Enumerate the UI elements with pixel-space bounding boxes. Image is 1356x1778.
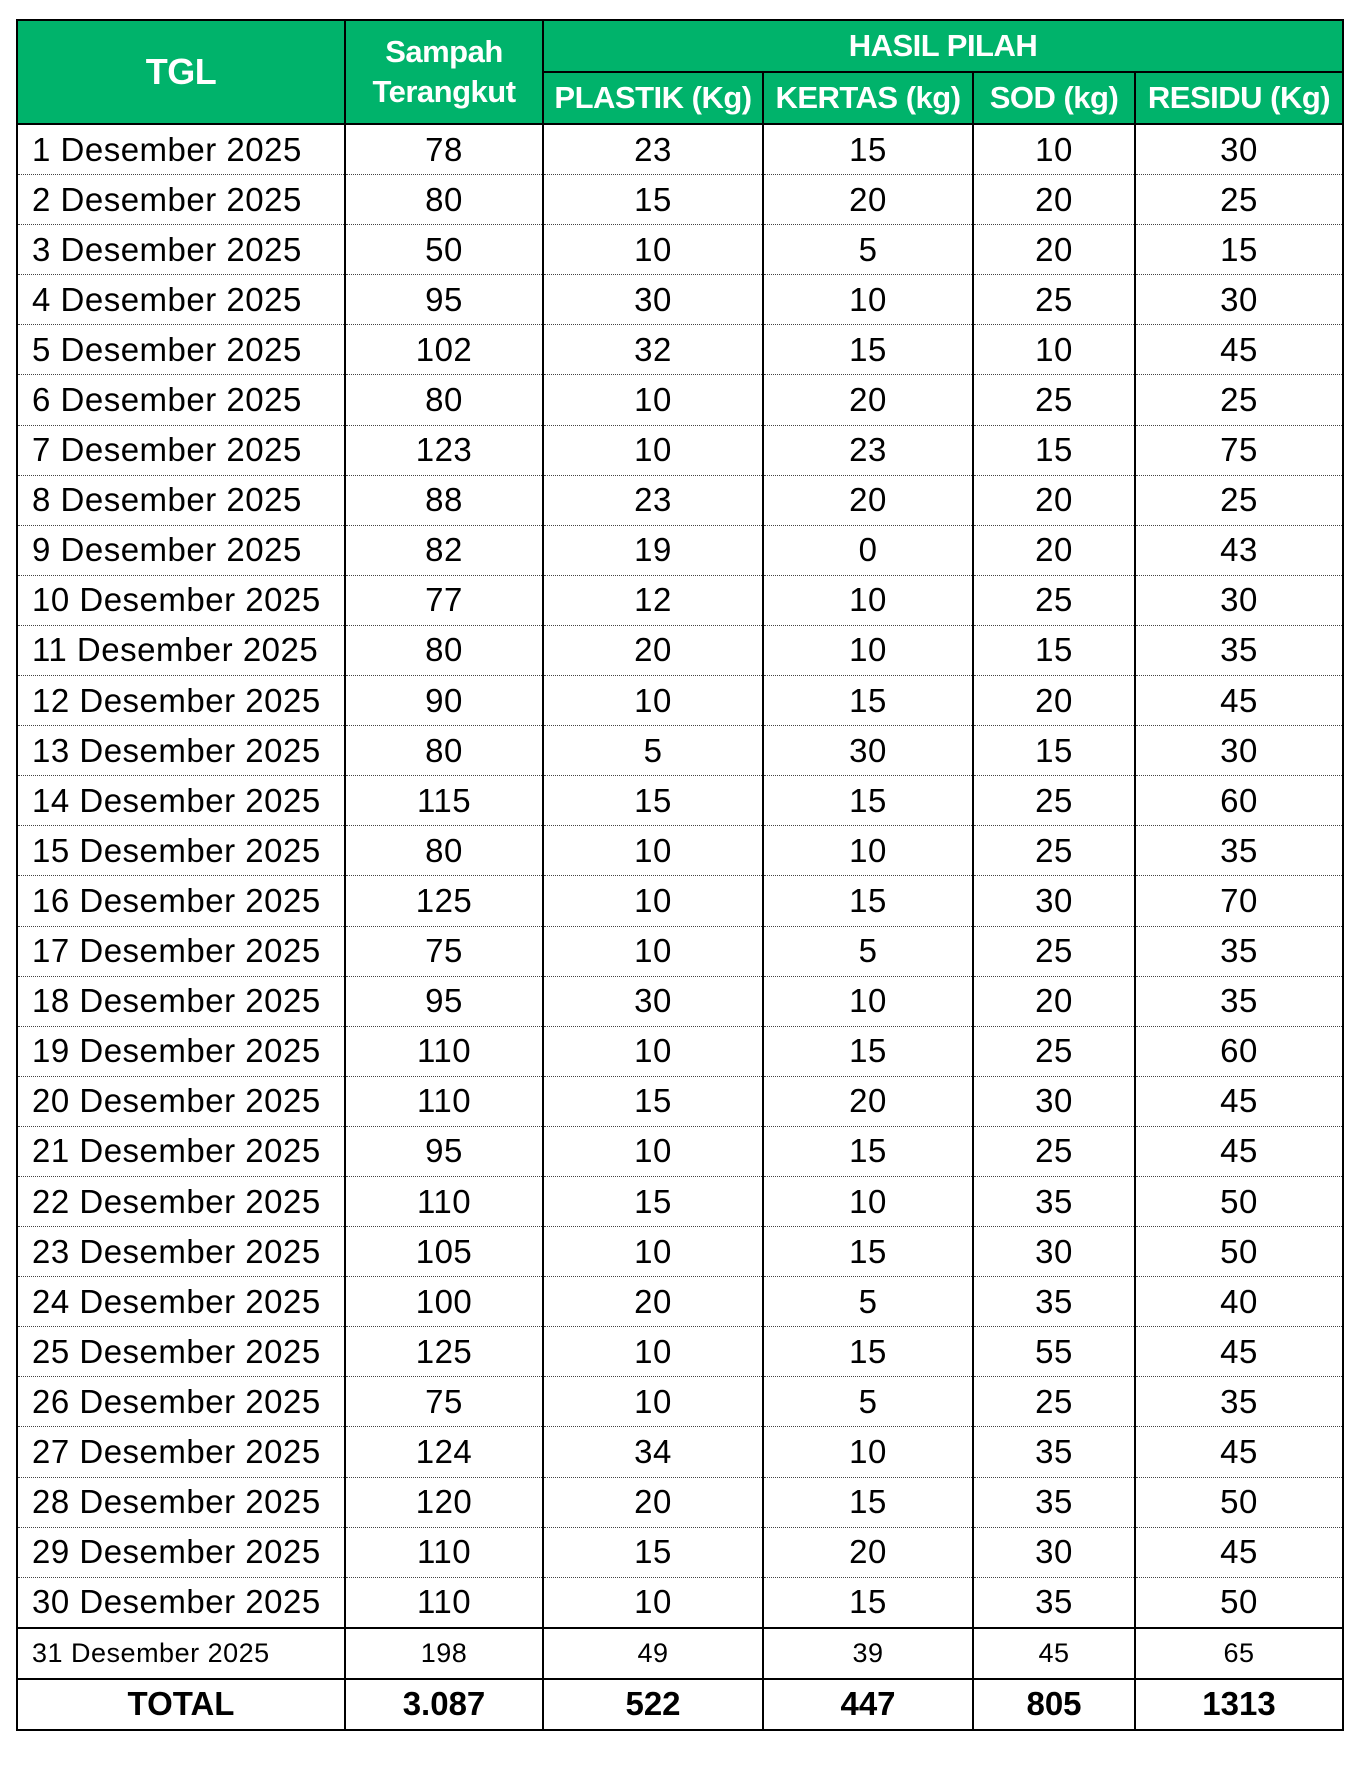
cell-sod: 35 [973, 1427, 1135, 1477]
cell-kertas: 15 [763, 1026, 973, 1076]
cell-date: 20 Desember 2025 [17, 1076, 345, 1126]
table-row [17, 926, 1343, 976]
cell-sod: 20 [973, 175, 1135, 225]
cell-kertas: 30 [763, 726, 973, 776]
cell-plastik: 30 [543, 976, 763, 1026]
cell-plastik: 10 [543, 1126, 763, 1176]
cell-residu: 45 [1135, 1527, 1343, 1577]
cell-date: 17 Desember 2025 [17, 926, 345, 976]
cell-sampah-terangkut: 123 [345, 425, 543, 475]
cell-kertas: 15 [763, 124, 973, 175]
cell-date: 15 Desember 2025 [17, 826, 345, 876]
cell-kertas: 10 [763, 1427, 973, 1477]
table-row [17, 1628, 1343, 1679]
cell-sampah-terangkut: 110 [345, 1577, 543, 1628]
cell-residu: 30 [1135, 275, 1343, 325]
table-row [17, 1026, 1343, 1076]
cell-kertas: 5 [763, 225, 973, 275]
cell-sod: 35 [973, 1477, 1135, 1527]
cell-sod: 15 [973, 625, 1135, 675]
cell-kertas: 5 [763, 926, 973, 976]
cell-sampah-terangkut: 110 [345, 1026, 543, 1076]
table-footer [17, 1679, 1343, 1730]
cell-plastik: 34 [543, 1427, 763, 1477]
cell-plastik: 32 [543, 325, 763, 375]
cell-sampah-terangkut: 124 [345, 1427, 543, 1477]
cell-kertas: 20 [763, 175, 973, 225]
cell-sod: 30 [973, 1076, 1135, 1126]
cell-residu: 40 [1135, 1277, 1343, 1327]
table-row [17, 1577, 1343, 1628]
cell-sod: 25 [973, 826, 1135, 876]
cell-sampah-terangkut: 90 [345, 676, 543, 726]
cell-sampah-terangkut: 88 [345, 475, 543, 525]
total-label: TOTAL [17, 1679, 345, 1730]
cell-residu: 25 [1135, 475, 1343, 525]
total-plastik: 522 [543, 1679, 763, 1730]
table-body [17, 124, 1343, 1679]
cell-date: 7 Desember 2025 [17, 425, 345, 475]
cell-plastik: 10 [543, 425, 763, 475]
cell-plastik: 15 [543, 1176, 763, 1226]
cell-date: 21 Desember 2025 [17, 1126, 345, 1176]
table-header [17, 20, 1343, 124]
table-row [17, 1126, 1343, 1176]
cell-sod: 25 [973, 575, 1135, 625]
total-residu: 1313 [1135, 1679, 1343, 1730]
table-row [17, 876, 1343, 926]
cell-sampah-terangkut: 198 [345, 1628, 543, 1679]
cell-sod: 25 [973, 776, 1135, 826]
cell-residu: 70 [1135, 876, 1343, 926]
cell-residu: 35 [1135, 1377, 1343, 1427]
cell-date: 19 Desember 2025 [17, 1026, 345, 1076]
cell-date: 2 Desember 2025 [17, 175, 345, 225]
cell-plastik: 49 [543, 1628, 763, 1679]
cell-residu: 45 [1135, 1327, 1343, 1377]
cell-sampah-terangkut: 75 [345, 926, 543, 976]
cell-kertas: 5 [763, 1277, 973, 1327]
cell-residu: 30 [1135, 575, 1343, 625]
cell-sod: 15 [973, 425, 1135, 475]
total-kertas: 447 [763, 1679, 973, 1730]
cell-residu: 75 [1135, 425, 1343, 475]
cell-residu: 60 [1135, 776, 1343, 826]
cell-sampah-terangkut: 82 [345, 525, 543, 575]
cell-residu: 25 [1135, 375, 1343, 425]
cell-plastik: 15 [543, 1076, 763, 1126]
header-sampah-terangkut [345, 20, 543, 124]
cell-kertas: 23 [763, 425, 973, 475]
cell-plastik: 30 [543, 275, 763, 325]
cell-residu: 65 [1135, 1628, 1343, 1679]
cell-sampah-terangkut: 110 [345, 1527, 543, 1577]
cell-date: 6 Desember 2025 [17, 375, 345, 425]
cell-plastik: 20 [543, 1477, 763, 1527]
table-row [17, 475, 1343, 525]
total-sampah: 3.087 [345, 1679, 543, 1730]
cell-residu: 30 [1135, 726, 1343, 776]
cell-sampah-terangkut: 95 [345, 275, 543, 325]
cell-plastik: 20 [543, 625, 763, 675]
cell-sampah-terangkut: 95 [345, 976, 543, 1026]
cell-residu: 30 [1135, 124, 1343, 175]
cell-residu: 35 [1135, 926, 1343, 976]
cell-sod: 20 [973, 676, 1135, 726]
cell-plastik: 15 [543, 175, 763, 225]
cell-plastik: 10 [543, 225, 763, 275]
cell-date: 10 Desember 2025 [17, 575, 345, 625]
cell-residu: 50 [1135, 1176, 1343, 1226]
table-row [17, 325, 1343, 375]
header-plastik: PLASTIK (Kg) [543, 72, 763, 124]
table-row [17, 425, 1343, 475]
cell-plastik: 10 [543, 375, 763, 425]
cell-date: 18 Desember 2025 [17, 976, 345, 1026]
cell-kertas: 15 [763, 776, 973, 826]
table-row [17, 375, 1343, 425]
table-row [17, 976, 1343, 1026]
cell-plastik: 20 [543, 1277, 763, 1327]
cell-sampah-terangkut: 80 [345, 826, 543, 876]
cell-date: 30 Desember 2025 [17, 1577, 345, 1628]
cell-date: 31 Desember 2025 [17, 1628, 345, 1679]
cell-sampah-terangkut: 95 [345, 1126, 543, 1176]
cell-sod: 20 [973, 525, 1135, 575]
cell-plastik: 10 [543, 826, 763, 876]
cell-sod: 35 [973, 1176, 1135, 1226]
cell-sod: 25 [973, 926, 1135, 976]
cell-kertas: 15 [763, 325, 973, 375]
table-row [17, 575, 1343, 625]
table-row [17, 1477, 1343, 1527]
cell-date: 28 Desember 2025 [17, 1477, 345, 1527]
cell-kertas: 15 [763, 1327, 973, 1377]
cell-residu: 43 [1135, 525, 1343, 575]
table-row [17, 1076, 1343, 1126]
cell-sod: 10 [973, 325, 1135, 375]
header-sod: SOD (kg) [973, 72, 1135, 124]
cell-sampah-terangkut: 77 [345, 575, 543, 625]
table-row [17, 726, 1343, 776]
cell-sampah-terangkut: 80 [345, 726, 543, 776]
cell-residu: 50 [1135, 1227, 1343, 1277]
cell-sod: 15 [973, 726, 1135, 776]
cell-date: 8 Desember 2025 [17, 475, 345, 525]
table-row [17, 225, 1343, 275]
cell-residu: 35 [1135, 826, 1343, 876]
cell-plastik: 10 [543, 1377, 763, 1427]
header-sampah-line1: Sampah [385, 34, 503, 69]
cell-sampah-terangkut: 100 [345, 1277, 543, 1327]
cell-date: 4 Desember 2025 [17, 275, 345, 325]
cell-residu: 45 [1135, 1076, 1343, 1126]
cell-kertas: 20 [763, 475, 973, 525]
cell-date: 29 Desember 2025 [17, 1527, 345, 1577]
cell-kertas: 15 [763, 1227, 973, 1277]
cell-plastik: 12 [543, 575, 763, 625]
cell-date: 24 Desember 2025 [17, 1277, 345, 1327]
cell-kertas: 10 [763, 275, 973, 325]
table-row [17, 625, 1343, 675]
table-row [17, 1327, 1343, 1377]
cell-kertas: 20 [763, 1527, 973, 1577]
cell-plastik: 15 [543, 776, 763, 826]
cell-sod: 20 [973, 475, 1135, 525]
cell-sod: 30 [973, 876, 1135, 926]
cell-sod: 25 [973, 275, 1135, 325]
cell-sod: 25 [973, 1126, 1135, 1176]
cell-sampah-terangkut: 115 [345, 776, 543, 826]
cell-kertas: 10 [763, 976, 973, 1026]
cell-sod: 30 [973, 1527, 1135, 1577]
cell-sod: 25 [973, 1026, 1135, 1076]
table-row [17, 124, 1343, 175]
table-row [17, 1377, 1343, 1427]
table-row [17, 275, 1343, 325]
cell-date: 9 Desember 2025 [17, 525, 345, 575]
cell-sampah-terangkut: 110 [345, 1076, 543, 1126]
cell-residu: 50 [1135, 1477, 1343, 1527]
table-row [17, 776, 1343, 826]
cell-residu: 25 [1135, 175, 1343, 225]
cell-sampah-terangkut: 50 [345, 225, 543, 275]
cell-kertas: 5 [763, 1377, 973, 1427]
cell-sampah-terangkut: 78 [345, 124, 543, 175]
cell-sampah-terangkut: 125 [345, 876, 543, 926]
cell-residu: 45 [1135, 676, 1343, 726]
cell-sod: 55 [973, 1327, 1135, 1377]
cell-plastik: 5 [543, 726, 763, 776]
cell-date: 26 Desember 2025 [17, 1377, 345, 1427]
cell-residu: 45 [1135, 325, 1343, 375]
cell-sampah-terangkut: 80 [345, 375, 543, 425]
cell-date: 11 Desember 2025 [17, 625, 345, 675]
cell-kertas: 15 [763, 1477, 973, 1527]
cell-residu: 35 [1135, 976, 1343, 1026]
cell-plastik: 15 [543, 1527, 763, 1577]
table-row [17, 525, 1343, 575]
table-row [17, 1277, 1343, 1327]
cell-plastik: 10 [543, 1327, 763, 1377]
cell-kertas: 15 [763, 1126, 973, 1176]
cell-date: 25 Desember 2025 [17, 1327, 345, 1377]
cell-plastik: 10 [543, 1227, 763, 1277]
cell-residu: 45 [1135, 1427, 1343, 1477]
total-sod: 805 [973, 1679, 1135, 1730]
cell-sampah-terangkut: 125 [345, 1327, 543, 1377]
cell-date: 12 Desember 2025 [17, 676, 345, 726]
cell-plastik: 19 [543, 525, 763, 575]
cell-plastik: 10 [543, 1577, 763, 1628]
header-hasil-pilah: HASIL PILAH [543, 20, 1343, 72]
header-sampah-line2: Terangkut [372, 74, 516, 109]
cell-plastik: 10 [543, 876, 763, 926]
cell-date: 13 Desember 2025 [17, 726, 345, 776]
cell-sampah-terangkut: 102 [345, 325, 543, 375]
table-row [17, 826, 1343, 876]
table-row [17, 175, 1343, 225]
cell-date: 5 Desember 2025 [17, 325, 345, 375]
cell-kertas: 10 [763, 575, 973, 625]
cell-sampah-terangkut: 80 [345, 625, 543, 675]
table-row [17, 1227, 1343, 1277]
cell-residu: 35 [1135, 625, 1343, 675]
cell-sod: 35 [973, 1577, 1135, 1628]
cell-sampah-terangkut: 120 [345, 1477, 543, 1527]
cell-sampah-terangkut: 110 [345, 1176, 543, 1226]
cell-kertas: 15 [763, 1577, 973, 1628]
total-row [17, 1679, 1343, 1730]
cell-sod: 20 [973, 225, 1135, 275]
cell-kertas: 0 [763, 525, 973, 575]
cell-sampah-terangkut: 80 [345, 175, 543, 225]
cell-kertas: 10 [763, 625, 973, 675]
cell-sod: 45 [973, 1628, 1135, 1679]
cell-date: 27 Desember 2025 [17, 1427, 345, 1477]
cell-kertas: 20 [763, 375, 973, 425]
cell-plastik: 23 [543, 124, 763, 175]
cell-date: 3 Desember 2025 [17, 225, 345, 275]
table-row [17, 1176, 1343, 1226]
cell-sod: 35 [973, 1277, 1135, 1327]
cell-sod: 25 [973, 1377, 1135, 1427]
cell-date: 14 Desember 2025 [17, 776, 345, 826]
cell-date: 22 Desember 2025 [17, 1176, 345, 1226]
cell-sod: 30 [973, 1227, 1135, 1277]
table-row [17, 1527, 1343, 1577]
cell-kertas: 20 [763, 1076, 973, 1126]
cell-kertas: 10 [763, 826, 973, 876]
cell-residu: 60 [1135, 1026, 1343, 1076]
cell-kertas: 15 [763, 876, 973, 926]
cell-plastik: 10 [543, 1026, 763, 1076]
cell-sampah-terangkut: 75 [345, 1377, 543, 1427]
cell-kertas: 15 [763, 676, 973, 726]
table-row [17, 676, 1343, 726]
cell-kertas: 39 [763, 1628, 973, 1679]
cell-sampah-terangkut: 105 [345, 1227, 543, 1277]
cell-residu: 15 [1135, 225, 1343, 275]
cell-plastik: 10 [543, 926, 763, 976]
cell-residu: 45 [1135, 1126, 1343, 1176]
header-tgl: TGL [17, 20, 345, 124]
cell-date: 23 Desember 2025 [17, 1227, 345, 1277]
cell-plastik: 10 [543, 676, 763, 726]
cell-sod: 10 [973, 124, 1135, 175]
cell-date: 1 Desember 2025 [17, 124, 345, 175]
table-row [17, 1427, 1343, 1477]
cell-sod: 20 [973, 976, 1135, 1026]
header-kertas: KERTAS (kg) [763, 72, 973, 124]
header-residu: RESIDU (Kg) [1135, 72, 1343, 124]
cell-plastik: 23 [543, 475, 763, 525]
waste-sorting-table [16, 19, 1344, 1731]
cell-date: 16 Desember 2025 [17, 876, 345, 926]
cell-kertas: 10 [763, 1176, 973, 1226]
cell-sod: 25 [973, 375, 1135, 425]
cell-residu: 50 [1135, 1577, 1343, 1628]
